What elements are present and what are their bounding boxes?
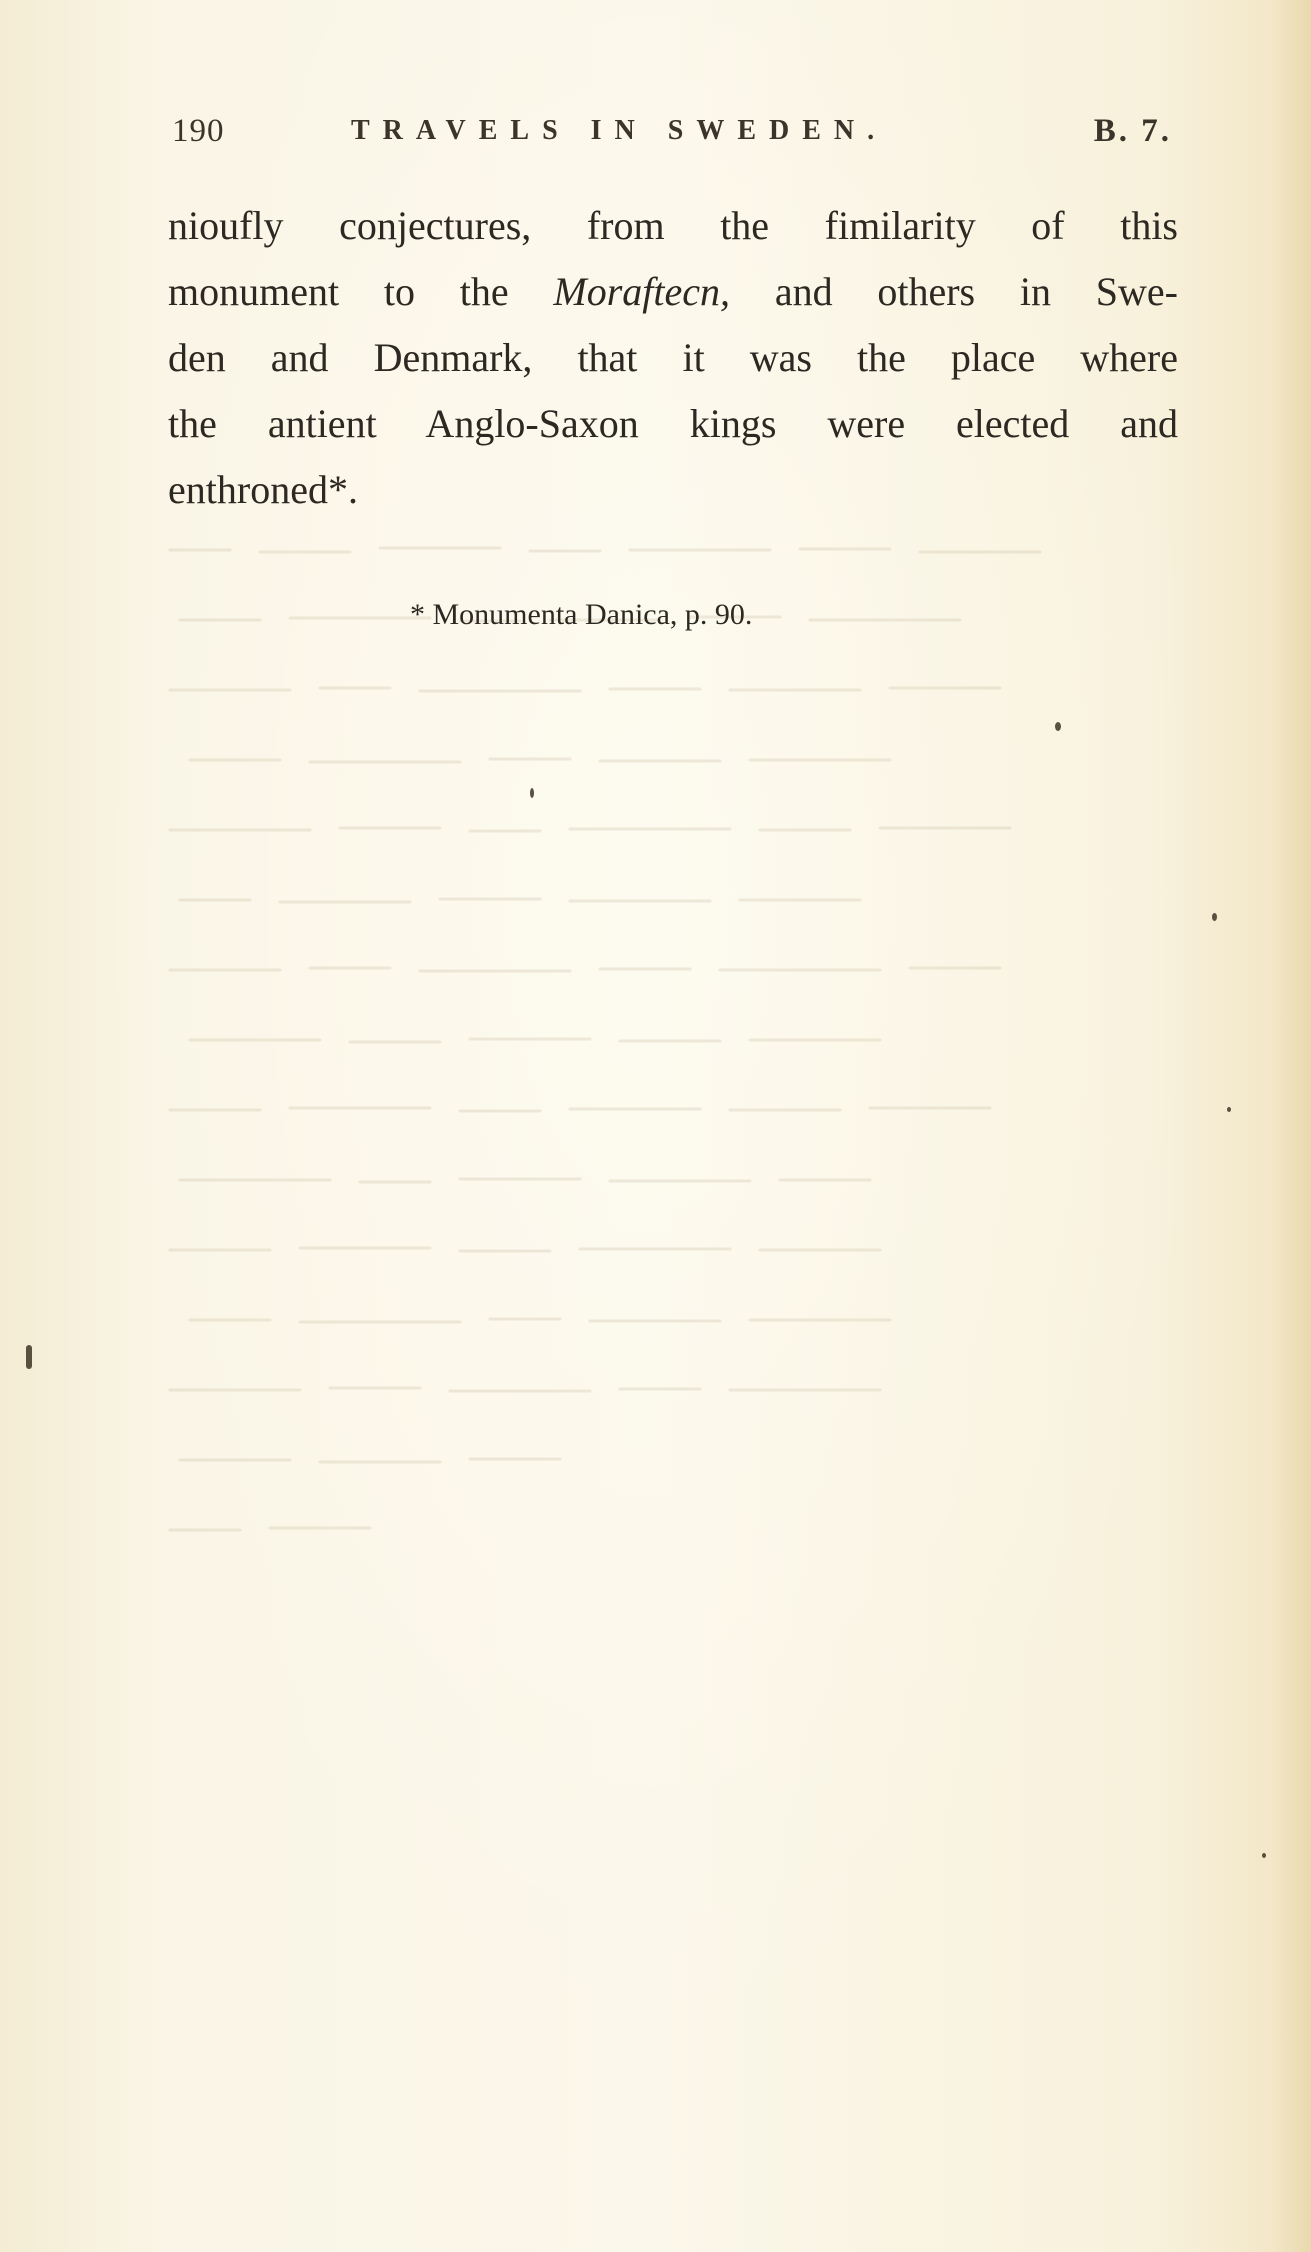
running-head-title: TRAVELS IN SWEDEN. (351, 115, 888, 146)
text-line: enthroned*. (168, 467, 358, 512)
text-line: den and Denmark, that it was the place where (168, 335, 1178, 380)
italic-term: Moraftecn, (553, 269, 731, 314)
body-paragraph (168, 193, 1178, 523)
page-edge-shadow (1271, 0, 1311, 2252)
text-line: nioufly conjectures, from the fimilarity of this (168, 203, 1178, 248)
ink-speck (1227, 1107, 1231, 1112)
text-fragment: monument to the (168, 269, 554, 314)
text-line: the antient Anglo-Saxon kings were elected and (168, 401, 1178, 446)
ink-speck (1055, 722, 1061, 731)
ink-speck (26, 1345, 32, 1369)
book-reference: B. 7. (1093, 113, 1172, 149)
ink-speck (1262, 1853, 1266, 1858)
footnote: * Monumenta Danica, p. 90. (410, 598, 753, 631)
page-number: 190 (172, 113, 225, 149)
text-fragment: and others in Swe- (730, 269, 1178, 314)
ink-speck (530, 788, 534, 798)
ink-speck (1212, 913, 1217, 921)
show-through-text (150, 520, 1150, 2020)
running-header (172, 113, 1172, 163)
text-line (168, 259, 1178, 325)
